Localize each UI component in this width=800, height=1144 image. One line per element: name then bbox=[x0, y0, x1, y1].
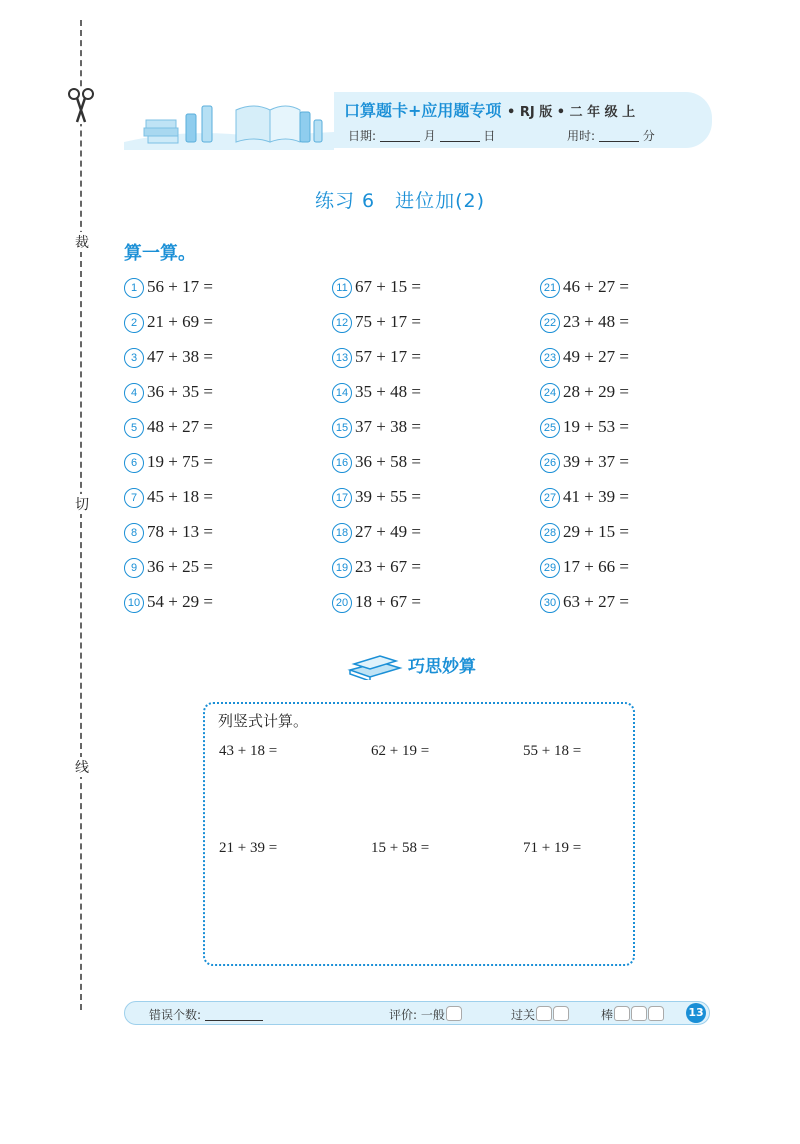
problem-number: 8 bbox=[124, 523, 144, 543]
pass-field bbox=[511, 1006, 569, 1023]
cut-char-xian: 线 bbox=[72, 757, 92, 777]
minute-label: 分 bbox=[642, 129, 655, 143]
problem-item bbox=[540, 592, 629, 613]
problem-expression: 54 + 29 = bbox=[147, 592, 213, 611]
problem-expression: 36 + 35 = bbox=[147, 382, 213, 401]
header-illustration bbox=[124, 92, 334, 150]
problem-item bbox=[540, 312, 629, 333]
problem-item bbox=[124, 557, 213, 578]
errors-field bbox=[149, 1006, 263, 1023]
problem-expression: 19 + 53 = bbox=[563, 417, 629, 436]
problem-item bbox=[332, 417, 421, 438]
problem-item bbox=[540, 347, 629, 368]
book-edition: • RJ 版 • 二 年 级 上 bbox=[507, 105, 636, 120]
errors-blank bbox=[205, 1020, 263, 1021]
errors-label: 错误个数: bbox=[149, 1008, 202, 1022]
problem-item bbox=[332, 522, 421, 543]
problem-expression: 18 + 67 = bbox=[355, 592, 421, 611]
problem-expression: 56 + 17 = bbox=[147, 277, 213, 296]
problem-number: 9 bbox=[124, 558, 144, 578]
problem-number: 27 bbox=[540, 488, 560, 508]
rating-field bbox=[389, 1006, 462, 1023]
great-field bbox=[601, 1006, 664, 1023]
month-blank bbox=[380, 141, 420, 142]
problem-item bbox=[332, 557, 421, 578]
problem-number: 10 bbox=[124, 593, 144, 613]
problem-expression: 36 + 25 = bbox=[147, 557, 213, 576]
problem-expression: 75 + 17 = bbox=[355, 312, 421, 331]
problem-item bbox=[332, 487, 421, 508]
book-title: 口算题卡+应用题专项 bbox=[344, 101, 502, 120]
problem-number: 22 bbox=[540, 313, 560, 333]
problem-expression: 47 + 38 = bbox=[147, 347, 213, 366]
vertical-calc-instruction: 列竖式计算。 bbox=[218, 712, 309, 730]
date-line bbox=[348, 127, 655, 144]
header-info-box bbox=[334, 92, 712, 148]
problem-item bbox=[124, 452, 213, 473]
cut-char-qie: 切 bbox=[72, 494, 92, 514]
problem-number: 29 bbox=[540, 558, 560, 578]
vertical-calc-problem: 21 + 39 = bbox=[219, 840, 278, 856]
problem-expression: 17 + 66 = bbox=[563, 557, 629, 576]
problem-number: 17 bbox=[332, 488, 352, 508]
problem-expression: 23 + 48 = bbox=[563, 312, 629, 331]
problem-expression: 28 + 29 = bbox=[563, 382, 629, 401]
problem-number: 19 bbox=[332, 558, 352, 578]
problem-item bbox=[124, 277, 213, 298]
problem-expression: 39 + 37 = bbox=[563, 452, 629, 471]
problem-number: 12 bbox=[332, 313, 352, 333]
problem-expression: 45 + 18 = bbox=[147, 487, 213, 506]
problem-item bbox=[332, 452, 421, 473]
problem-number: 2 bbox=[124, 313, 144, 333]
problem-item bbox=[540, 487, 629, 508]
problem-expression: 48 + 27 = bbox=[147, 417, 213, 436]
problem-number: 13 bbox=[332, 348, 352, 368]
problem-item bbox=[332, 277, 421, 298]
vertical-calc-box bbox=[203, 702, 635, 966]
problem-number: 3 bbox=[124, 348, 144, 368]
date-label: 日期: bbox=[348, 129, 377, 143]
problem-expression: 49 + 27 = bbox=[563, 347, 629, 366]
book-title-line bbox=[344, 98, 635, 121]
problem-expression: 63 + 27 = bbox=[563, 592, 629, 611]
problem-number: 7 bbox=[124, 488, 144, 508]
day-blank bbox=[440, 141, 480, 142]
problem-expression: 27 + 49 = bbox=[355, 522, 421, 541]
problem-expression: 19 + 75 = bbox=[147, 452, 213, 471]
problem-expression: 67 + 15 = bbox=[355, 277, 421, 296]
thumb-icon bbox=[631, 1006, 647, 1021]
section-title: 算一算。 bbox=[124, 243, 196, 264]
problem-item bbox=[332, 592, 421, 613]
problem-item bbox=[332, 382, 421, 403]
problem-number: 18 bbox=[332, 523, 352, 543]
problem-expression: 36 + 58 = bbox=[355, 452, 421, 471]
problem-item bbox=[332, 347, 421, 368]
day-label: 日 bbox=[483, 129, 496, 143]
rating-general: 一般 bbox=[420, 1008, 445, 1022]
problem-number: 6 bbox=[124, 453, 144, 473]
problem-number: 24 bbox=[540, 383, 560, 403]
thumb-icon bbox=[553, 1006, 569, 1021]
thumb-icon bbox=[648, 1006, 664, 1021]
trick-section-title bbox=[346, 650, 506, 680]
problem-number: 5 bbox=[124, 418, 144, 438]
vertical-calc-problem: 43 + 18 = bbox=[219, 743, 278, 759]
books-icon bbox=[346, 650, 404, 680]
problem-item bbox=[124, 417, 213, 438]
problem-number: 25 bbox=[540, 418, 560, 438]
problem-number: 14 bbox=[332, 383, 352, 403]
vertical-calc-problem: 71 + 19 = bbox=[523, 840, 582, 856]
problem-number: 16 bbox=[332, 453, 352, 473]
problem-number: 23 bbox=[540, 348, 560, 368]
rating-label: 评价: bbox=[389, 1008, 418, 1022]
problem-number: 30 bbox=[540, 593, 560, 613]
time-label: 用时: bbox=[567, 129, 596, 143]
thumb-icon bbox=[446, 1006, 462, 1021]
cut-char-cai: 裁 bbox=[72, 232, 92, 252]
problem-item bbox=[124, 522, 213, 543]
problem-item bbox=[124, 312, 213, 333]
rating-great: 棒 bbox=[601, 1008, 614, 1022]
header bbox=[124, 92, 712, 150]
practice-title: 练习 6 进位加(2) bbox=[314, 190, 486, 212]
problem-number: 4 bbox=[124, 383, 144, 403]
vertical-calc-problem: 15 + 58 = bbox=[371, 840, 430, 856]
problem-number: 20 bbox=[332, 593, 352, 613]
problem-number: 15 bbox=[332, 418, 352, 438]
problem-number: 28 bbox=[540, 523, 560, 543]
month-label: 月 bbox=[423, 129, 436, 143]
problem-item bbox=[540, 522, 629, 543]
rating-pass: 过关 bbox=[511, 1008, 536, 1022]
problem-item bbox=[540, 382, 629, 403]
problem-number: 26 bbox=[540, 453, 560, 473]
problem-expression: 23 + 67 = bbox=[355, 557, 421, 576]
problem-item bbox=[124, 347, 213, 368]
problem-expression: 41 + 39 = bbox=[563, 487, 629, 506]
thumb-icon bbox=[614, 1006, 630, 1021]
thumb-icon bbox=[536, 1006, 552, 1021]
vertical-calc-problem: 55 + 18 = bbox=[523, 743, 582, 759]
scissors-icon bbox=[66, 88, 96, 124]
problem-expression: 37 + 38 = bbox=[355, 417, 421, 436]
footer-bar bbox=[124, 1001, 710, 1025]
problem-item bbox=[540, 557, 629, 578]
problem-expression: 21 + 69 = bbox=[147, 312, 213, 331]
problem-item bbox=[540, 277, 629, 298]
time-blank bbox=[599, 141, 639, 142]
problem-item bbox=[124, 382, 213, 403]
problem-item bbox=[540, 452, 629, 473]
problem-expression: 39 + 55 = bbox=[355, 487, 421, 506]
problem-number: 11 bbox=[332, 278, 352, 298]
problem-number: 1 bbox=[124, 278, 144, 298]
problem-expression: 57 + 17 = bbox=[355, 347, 421, 366]
problem-expression: 78 + 13 = bbox=[147, 522, 213, 541]
problem-item bbox=[124, 592, 213, 613]
cut-line bbox=[80, 20, 82, 1010]
vertical-calc-problem: 62 + 19 = bbox=[371, 743, 430, 759]
problem-item bbox=[124, 487, 213, 508]
problem-expression: 29 + 15 = bbox=[563, 522, 629, 541]
trick-title-text: 巧思妙算 bbox=[408, 657, 476, 677]
problem-expression: 46 + 27 = bbox=[563, 277, 629, 296]
problem-item bbox=[540, 417, 629, 438]
problem-item bbox=[332, 312, 421, 333]
problem-expression: 35 + 48 = bbox=[355, 382, 421, 401]
page-number: 13 bbox=[686, 1003, 706, 1023]
problem-number: 21 bbox=[540, 278, 560, 298]
